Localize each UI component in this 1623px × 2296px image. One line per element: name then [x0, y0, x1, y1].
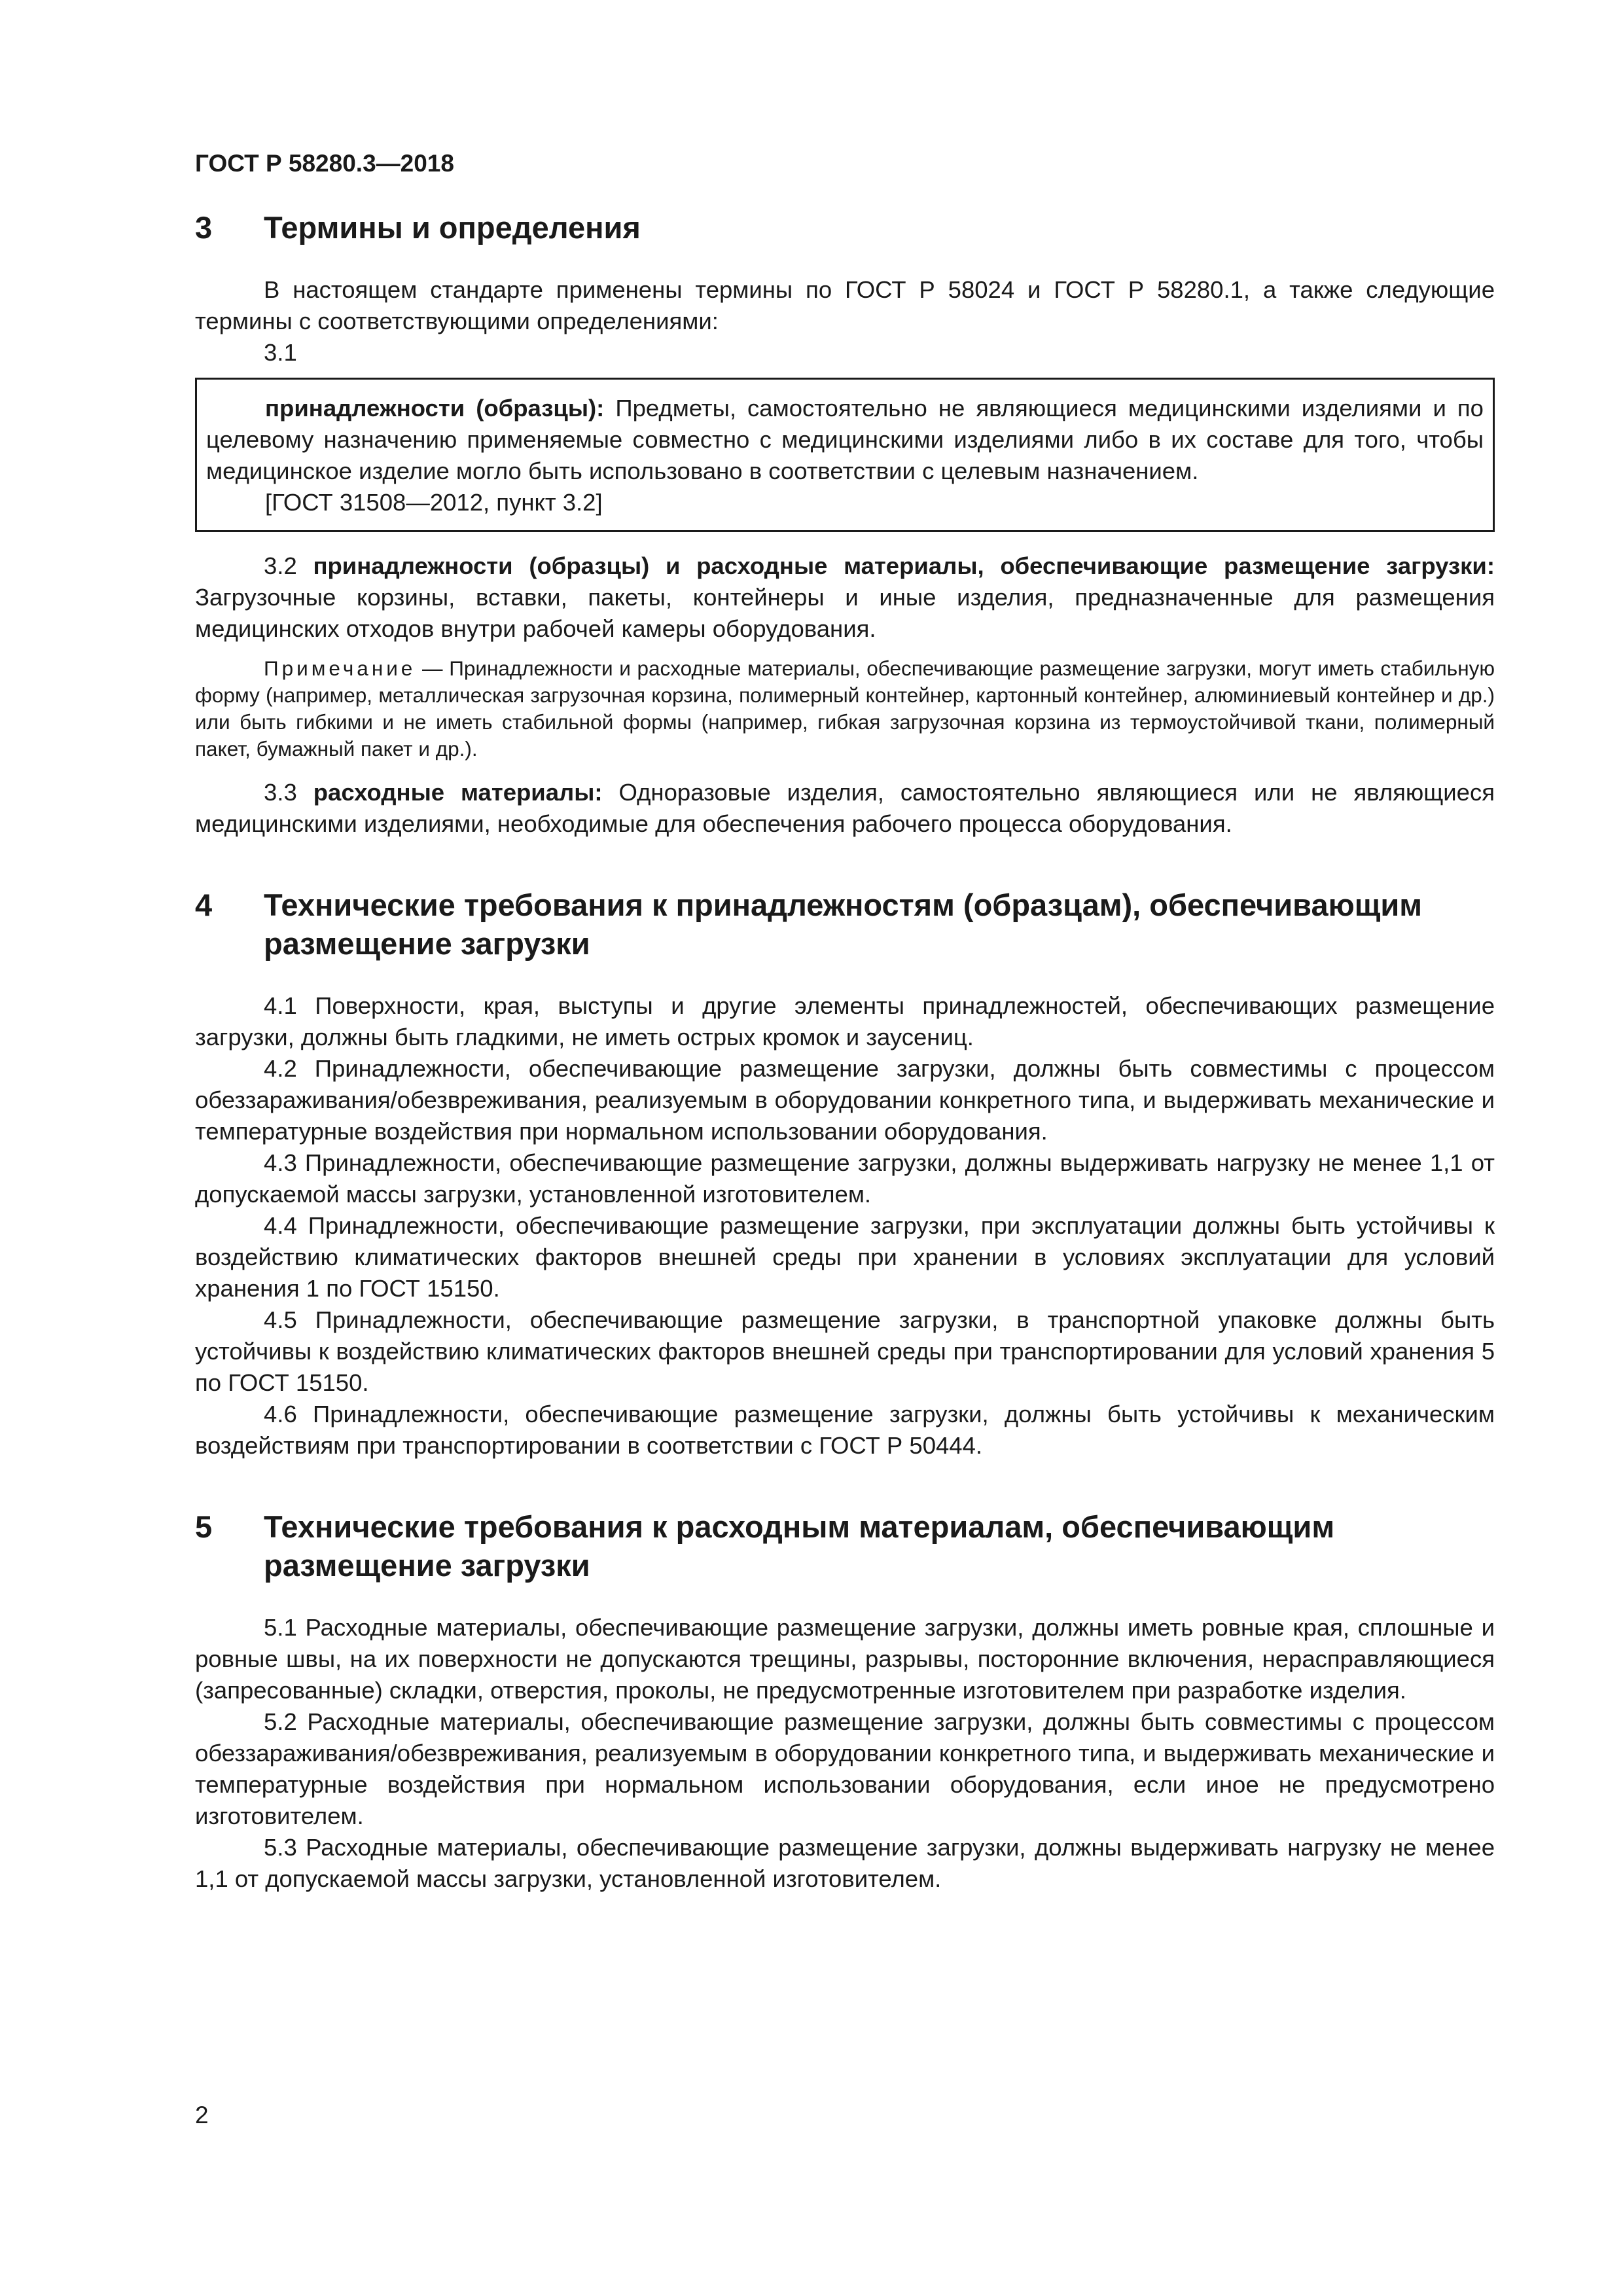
section-3-number: 3	[195, 210, 213, 245]
section-5-heading	[195, 1507, 1495, 1585]
section-4-number: 4	[195, 888, 213, 922]
clause-4-4: 4.4 Принадлежности, обеспечивающие размещение загрузки, при эксплуатации должны быть устойчивы к воздействию климатических факторов внешней среды при хранении в условиях эксплуатации для условий хранения 1 по ГОСТ 15150.	[195, 1212, 1495, 1302]
term-3-2-definition: Загрузочные корзины, вставки, пакеты, контейнеры и иные изделия, предназначенные для размещения медицинских отходов внутри рабочей камеры оборудования.	[195, 584, 1495, 642]
section-3-heading	[195, 208, 1495, 247]
quoted-definition-box	[195, 378, 1495, 532]
term-3-3-number: 3.3	[264, 779, 297, 806]
term-3-3-definition: Одноразовые изделия, самостоятельно являющиеся или не являющиеся медицинскими изделиями, необходимые для обеспечения рабочего процесса оборудования.	[195, 779, 1495, 837]
section-4-heading	[195, 886, 1495, 963]
clause-4-2: 4.2 Принадлежности, обеспечивающие размещение загрузки, должны быть совместимы с процессом обеззараживания/обезвреживания, реализуемым в оборудовании конкретного типа, и выдерживать механические и температурные воздействия при нормальном использовании оборудования.	[195, 1055, 1495, 1145]
note	[195, 655, 1495, 762]
term-3-2-term: принадлежности (образцы) и расходные материалы, обеспечивающие размещение загрузки:	[313, 552, 1495, 579]
term-3-1-source: [ГОСТ 31508—2012, пункт 3.2]	[265, 489, 603, 516]
section-5-title: Технические требования к расходным материалам, обеспечивающим размещение загрузки	[264, 1509, 1335, 1583]
term-3-1-definition: Предметы, самостоятельно не являющиеся медицинскими изделиями и по целевому назначению применяемые совместно с медицинскими изделиями либо в их составе для того, чтобы медицинское изделие могло быть использовано в соответствии с целевым назначением.	[206, 395, 1484, 484]
clause-5-3: 5.3 Расходные материалы, обеспечивающие размещение загрузки, должны выдерживать нагрузку не менее 1,1 от допускаемой массы загрузки, установленной изготовителем.	[195, 1834, 1495, 1892]
clause-4-6: 4.6 Принадлежности, обеспечивающие размещение загрузки, должны быть устойчивы к механическим воздействиям при транспортировании в соответствии с ГОСТ Р 50444.	[195, 1401, 1495, 1459]
section-5	[195, 1507, 1495, 1895]
section-3	[195, 208, 1495, 840]
page-number: 2	[195, 2102, 209, 2128]
term-3-3-text	[195, 777, 1495, 840]
term-3-1-text	[206, 393, 1484, 487]
term-3-2-number: 3.2	[264, 552, 297, 579]
term-3-2-text	[195, 550, 1495, 645]
standard-code: ГОСТ Р 58280.3—2018	[195, 150, 454, 177]
section-4	[195, 886, 1495, 1462]
clause-4-3: 4.3 Принадлежности, обеспечивающие размещение загрузки, должны выдерживать нагрузку не менее 1,1 от допускаемой массы загрузки, установленной изготовителем.	[195, 1149, 1495, 1208]
term-3-1-term: принадлежности (образцы):	[265, 395, 605, 422]
clause-4-5: 4.5 Принадлежности, обеспечивающие размещение загрузки, в транспортной упаковке должны быть устойчивы к воздействию климатических факторов внешней среды при транспортировании для условий хранения 5 по ГОСТ 15150.	[195, 1306, 1495, 1396]
clause-5-2: 5.2 Расходные материалы, обеспечивающие размещение загрузки, должны быть совместимы с процессом обеззараживания/обезвреживания, реализуемым в оборудовании конкретного типа, и выдерживать механические и температурные воздействия при нормальном использовании оборудования, если иное не предусмотрено изготовителем.	[195, 1708, 1495, 1829]
note-text: — Принадлежности и расходные материалы, обеспечивающие размещение загрузки, могут иметь стабильную форму (например, металлическая загрузочная корзина, полимерный контейнер, картонный контейнер, алюминиевый контейнер и др.) или быть гибкими и не иметь стабильной формы (например, гибкая загрузочная корзина из термоустойчивой ткани, полимерный пакет, бумажный пакет и др.).	[195, 656, 1495, 761]
section-4-title: Технические требования к принадлежностям (образцам), обеспечивающим размещение загрузки	[264, 888, 1423, 961]
note-label: Примечание	[264, 656, 416, 680]
section-3-title: Термины и определения	[264, 210, 641, 245]
term-3-3-term: расходные материалы:	[313, 779, 603, 806]
clause-4-1: 4.1 Поверхности, края, выступы и другие элементы принадлежностей, обеспечивающих размещение загрузки, должны быть гладкими, не иметь острых кромок и заусениц.	[195, 992, 1495, 1050]
page-content	[195, 208, 1495, 1895]
term-3-1-number: 3.1	[264, 339, 297, 366]
section-3-intro: В настоящем стандарте применены термины по ГОСТ Р 58024 и ГОСТ Р 58280.1, а также следующие термины с соответствующими определениями:	[195, 276, 1495, 334]
section-5-number: 5	[195, 1509, 213, 1544]
clause-5-1: 5.1 Расходные материалы, обеспечивающие размещение загрузки, должны иметь ровные края, сплошные и ровные швы, на их поверхности не допускаются трещины, разрывы, посторонние включения, нерасправляющиеся (запресованные) складки, отверстия, проколы, не предусмотренные изготовителем при разработке изделия.	[195, 1614, 1495, 1704]
